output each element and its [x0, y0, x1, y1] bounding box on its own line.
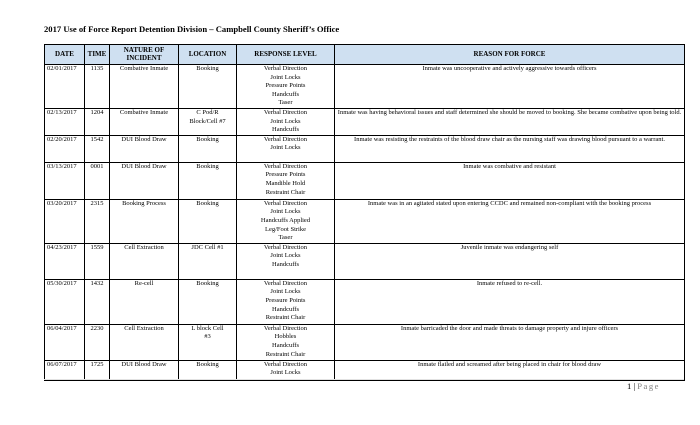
- table-row: [45, 199, 685, 243]
- cell-response-level-line: Verbal Direction: [263, 65, 308, 72]
- cell-location: [179, 162, 237, 199]
- table-row: [45, 65, 685, 109]
- table-row: [45, 108, 685, 135]
- cell-response-level-line: Taser: [278, 99, 293, 107]
- page-footer: [627, 381, 660, 391]
- cell-response-level-line: Verbal Direction: [263, 199, 308, 207]
- table-row: [45, 324, 685, 360]
- cell-response-level-line: Handcuffs Applied: [260, 216, 311, 224]
- cell-location-line: L block Cell: [191, 324, 224, 332]
- cell-location-line: Booking: [196, 162, 219, 170]
- cell-response-level-line: Mandible Hold: [265, 179, 306, 187]
- cell-response-level-line: Joint Locks: [270, 288, 301, 296]
- cell-date: 03/13/2017: [45, 162, 85, 199]
- cell-response-level-line: Joint Locks: [270, 117, 301, 125]
- cell-time: 1135: [85, 65, 110, 109]
- cell-response-level-line: Joint Locks: [270, 369, 301, 377]
- cell-response-level-line: Verbal Direction: [263, 279, 308, 287]
- cell-response-level-line: Pressure Points: [265, 296, 306, 304]
- cell-time: 1725: [85, 360, 110, 380]
- cell-reason-for-force: Inmate barricaded the door and made threats to damage property and injure officers: [335, 324, 685, 360]
- cell-nature-of-incident: DUI Blood Draw: [110, 162, 179, 199]
- use-of-force-table: [44, 44, 685, 381]
- cell-reason-for-force: Inmate was in an agitated stated upon entering CCDC and remained non-compliant with the booking process: [335, 199, 685, 243]
- cell-location-line: Booking: [196, 65, 219, 72]
- cell-response-level-line: Restraint Chair: [265, 188, 306, 196]
- cell-reason-for-force: Inmate was having behavioral issues and staff determined she should be moved to booking. She became combative upon being told.: [335, 108, 685, 135]
- header-date: DATE: [45, 45, 85, 65]
- cell-date: 02/13/2017: [45, 108, 85, 135]
- cell-response-level-line: Joint Locks: [270, 252, 301, 260]
- cell-response-level-line: Handcuffs: [272, 305, 299, 313]
- cell-nature-of-incident: DUI Blood Draw: [110, 360, 179, 380]
- cell-time: 1432: [85, 279, 110, 324]
- cell-location: [179, 279, 237, 324]
- cell-nature-of-incident: Combative Inmate: [110, 65, 179, 109]
- cell-location-line: C Pod/R: [196, 108, 219, 116]
- table-row: [45, 243, 685, 279]
- cell-response-level: [237, 279, 335, 324]
- cell-response-level-line: Handcuffs: [272, 126, 299, 134]
- cell-date: 06/07/2017: [45, 360, 85, 380]
- header-location: LOCATION: [179, 45, 237, 65]
- cell-location-line: Booking: [196, 135, 219, 143]
- cell-location-line: JDC Cell #1: [191, 243, 224, 251]
- cell-time: 2315: [85, 199, 110, 243]
- cell-response-level-line: Pressure Points: [265, 82, 306, 90]
- cell-location: [179, 65, 237, 109]
- header-reason-for-force: REASON FOR FORCE: [335, 45, 685, 65]
- cell-time: 0001: [85, 162, 110, 199]
- cell-time: 2230: [85, 324, 110, 360]
- cell-time: 1559: [85, 243, 110, 279]
- cell-nature-of-incident: Re-cell: [110, 279, 179, 324]
- cell-nature-of-incident: DUI Blood Draw: [110, 135, 179, 162]
- header-nature-of-incident: NATURE OF INCIDENT: [110, 45, 179, 65]
- cell-reason-for-force: Juvenile inmate was endangering self: [335, 243, 685, 279]
- cell-response-level-line: Handcuffs: [272, 90, 299, 98]
- cell-response-level-line: Joint Locks: [270, 208, 301, 216]
- table-row: [45, 162, 685, 199]
- cell-response-level-line: Verbal Direction: [263, 162, 308, 170]
- cell-response-level: [237, 243, 335, 279]
- cell-nature-of-incident: Cell Extraction: [110, 324, 179, 360]
- cell-response-level-line: Pressure Points: [265, 171, 306, 179]
- table-row: [45, 135, 685, 162]
- cell-nature-of-incident: Combative Inmate: [110, 108, 179, 135]
- cell-reason-for-force: Inmate was resisting the restraints of the blood draw chair as the nursing staff was drawing blood pursuant to a warrant.: [335, 135, 685, 162]
- page-number: 1: [626, 381, 632, 391]
- header-response-level: RESPONSE LEVEL: [237, 45, 335, 65]
- cell-nature-of-incident: Booking Process: [110, 199, 179, 243]
- document-title: 2017 Use of Force Report Detention Division – Campbell County Sheriff’s Office: [44, 24, 340, 34]
- footer-divider: [44, 379, 684, 380]
- cell-response-level-line: Verbal Direction: [263, 243, 308, 251]
- cell-date: 03/20/2017: [45, 199, 85, 243]
- cell-response-level: [237, 324, 335, 360]
- table-header: [45, 45, 685, 65]
- cell-date: 06/04/2017: [45, 324, 85, 360]
- cell-location-line: Booking: [196, 360, 219, 368]
- header-row: [45, 45, 685, 65]
- table-body: [45, 65, 685, 381]
- cell-location-line: #3: [204, 333, 211, 341]
- cell-response-level-line: Handcuffs: [272, 341, 299, 349]
- page-separator: |: [633, 381, 636, 391]
- cell-response-level-line: Verbal Direction: [263, 360, 308, 368]
- cell-reason-for-force: Inmate refused to re-cell.: [335, 279, 685, 324]
- cell-response-level-line: Hobbles: [274, 333, 297, 341]
- table-row: [45, 279, 685, 324]
- cell-location: [179, 324, 237, 360]
- cell-response-level-line: Joint Locks: [270, 73, 301, 81]
- header-time: TIME: [85, 45, 110, 65]
- cell-response-level: [237, 108, 335, 135]
- cell-location: [179, 135, 237, 162]
- cell-response-level-line: Restraint Chair: [265, 314, 306, 322]
- cell-response-level-line: Taser: [278, 234, 293, 242]
- cell-date: 04/23/2017: [45, 243, 85, 279]
- cell-time: 1542: [85, 135, 110, 162]
- cell-response-level: [237, 360, 335, 380]
- page-label: Page: [637, 381, 660, 391]
- cell-reason-for-force: Inmate flailed and screamed after being placed in chair for blood draw: [335, 360, 685, 380]
- cell-reason-for-force: Inmate was combative and resistant: [335, 162, 685, 199]
- cell-date: 05/30/2017: [45, 279, 85, 324]
- cell-location-line: Block/Cell #7: [189, 117, 226, 125]
- cell-date: 02/01/2017: [45, 65, 85, 109]
- cell-time: 1204: [85, 108, 110, 135]
- table-row: [45, 360, 685, 380]
- cell-response-level: [237, 65, 335, 109]
- cell-response-level: [237, 199, 335, 243]
- cell-location: [179, 360, 237, 380]
- cell-location-line: Booking: [196, 279, 219, 287]
- cell-location-line: Booking: [196, 199, 219, 207]
- cell-nature-of-incident: Cell Extraction: [110, 243, 179, 279]
- cell-location: [179, 199, 237, 243]
- cell-reason-for-force: Inmate was uncooperative and actively aggressive towards officers: [335, 65, 685, 109]
- cell-response-level-line: Joint Locks: [270, 144, 301, 152]
- cell-response-level-line: Handcuffs: [272, 260, 299, 268]
- cell-response-level-line: Verbal Direction: [263, 135, 308, 143]
- cell-response-level: [237, 135, 335, 162]
- cell-response-level: [237, 162, 335, 199]
- cell-date: 02/20/2017: [45, 135, 85, 162]
- cell-location: [179, 243, 237, 279]
- cell-response-level-line: Leg/Foot Strike: [265, 225, 306, 233]
- cell-response-level-line: Verbal Direction: [263, 108, 308, 116]
- cell-response-level-line: Verbal Direction: [263, 324, 308, 332]
- cell-response-level-line: Restraint Chair: [265, 350, 306, 358]
- cell-location: [179, 108, 237, 135]
